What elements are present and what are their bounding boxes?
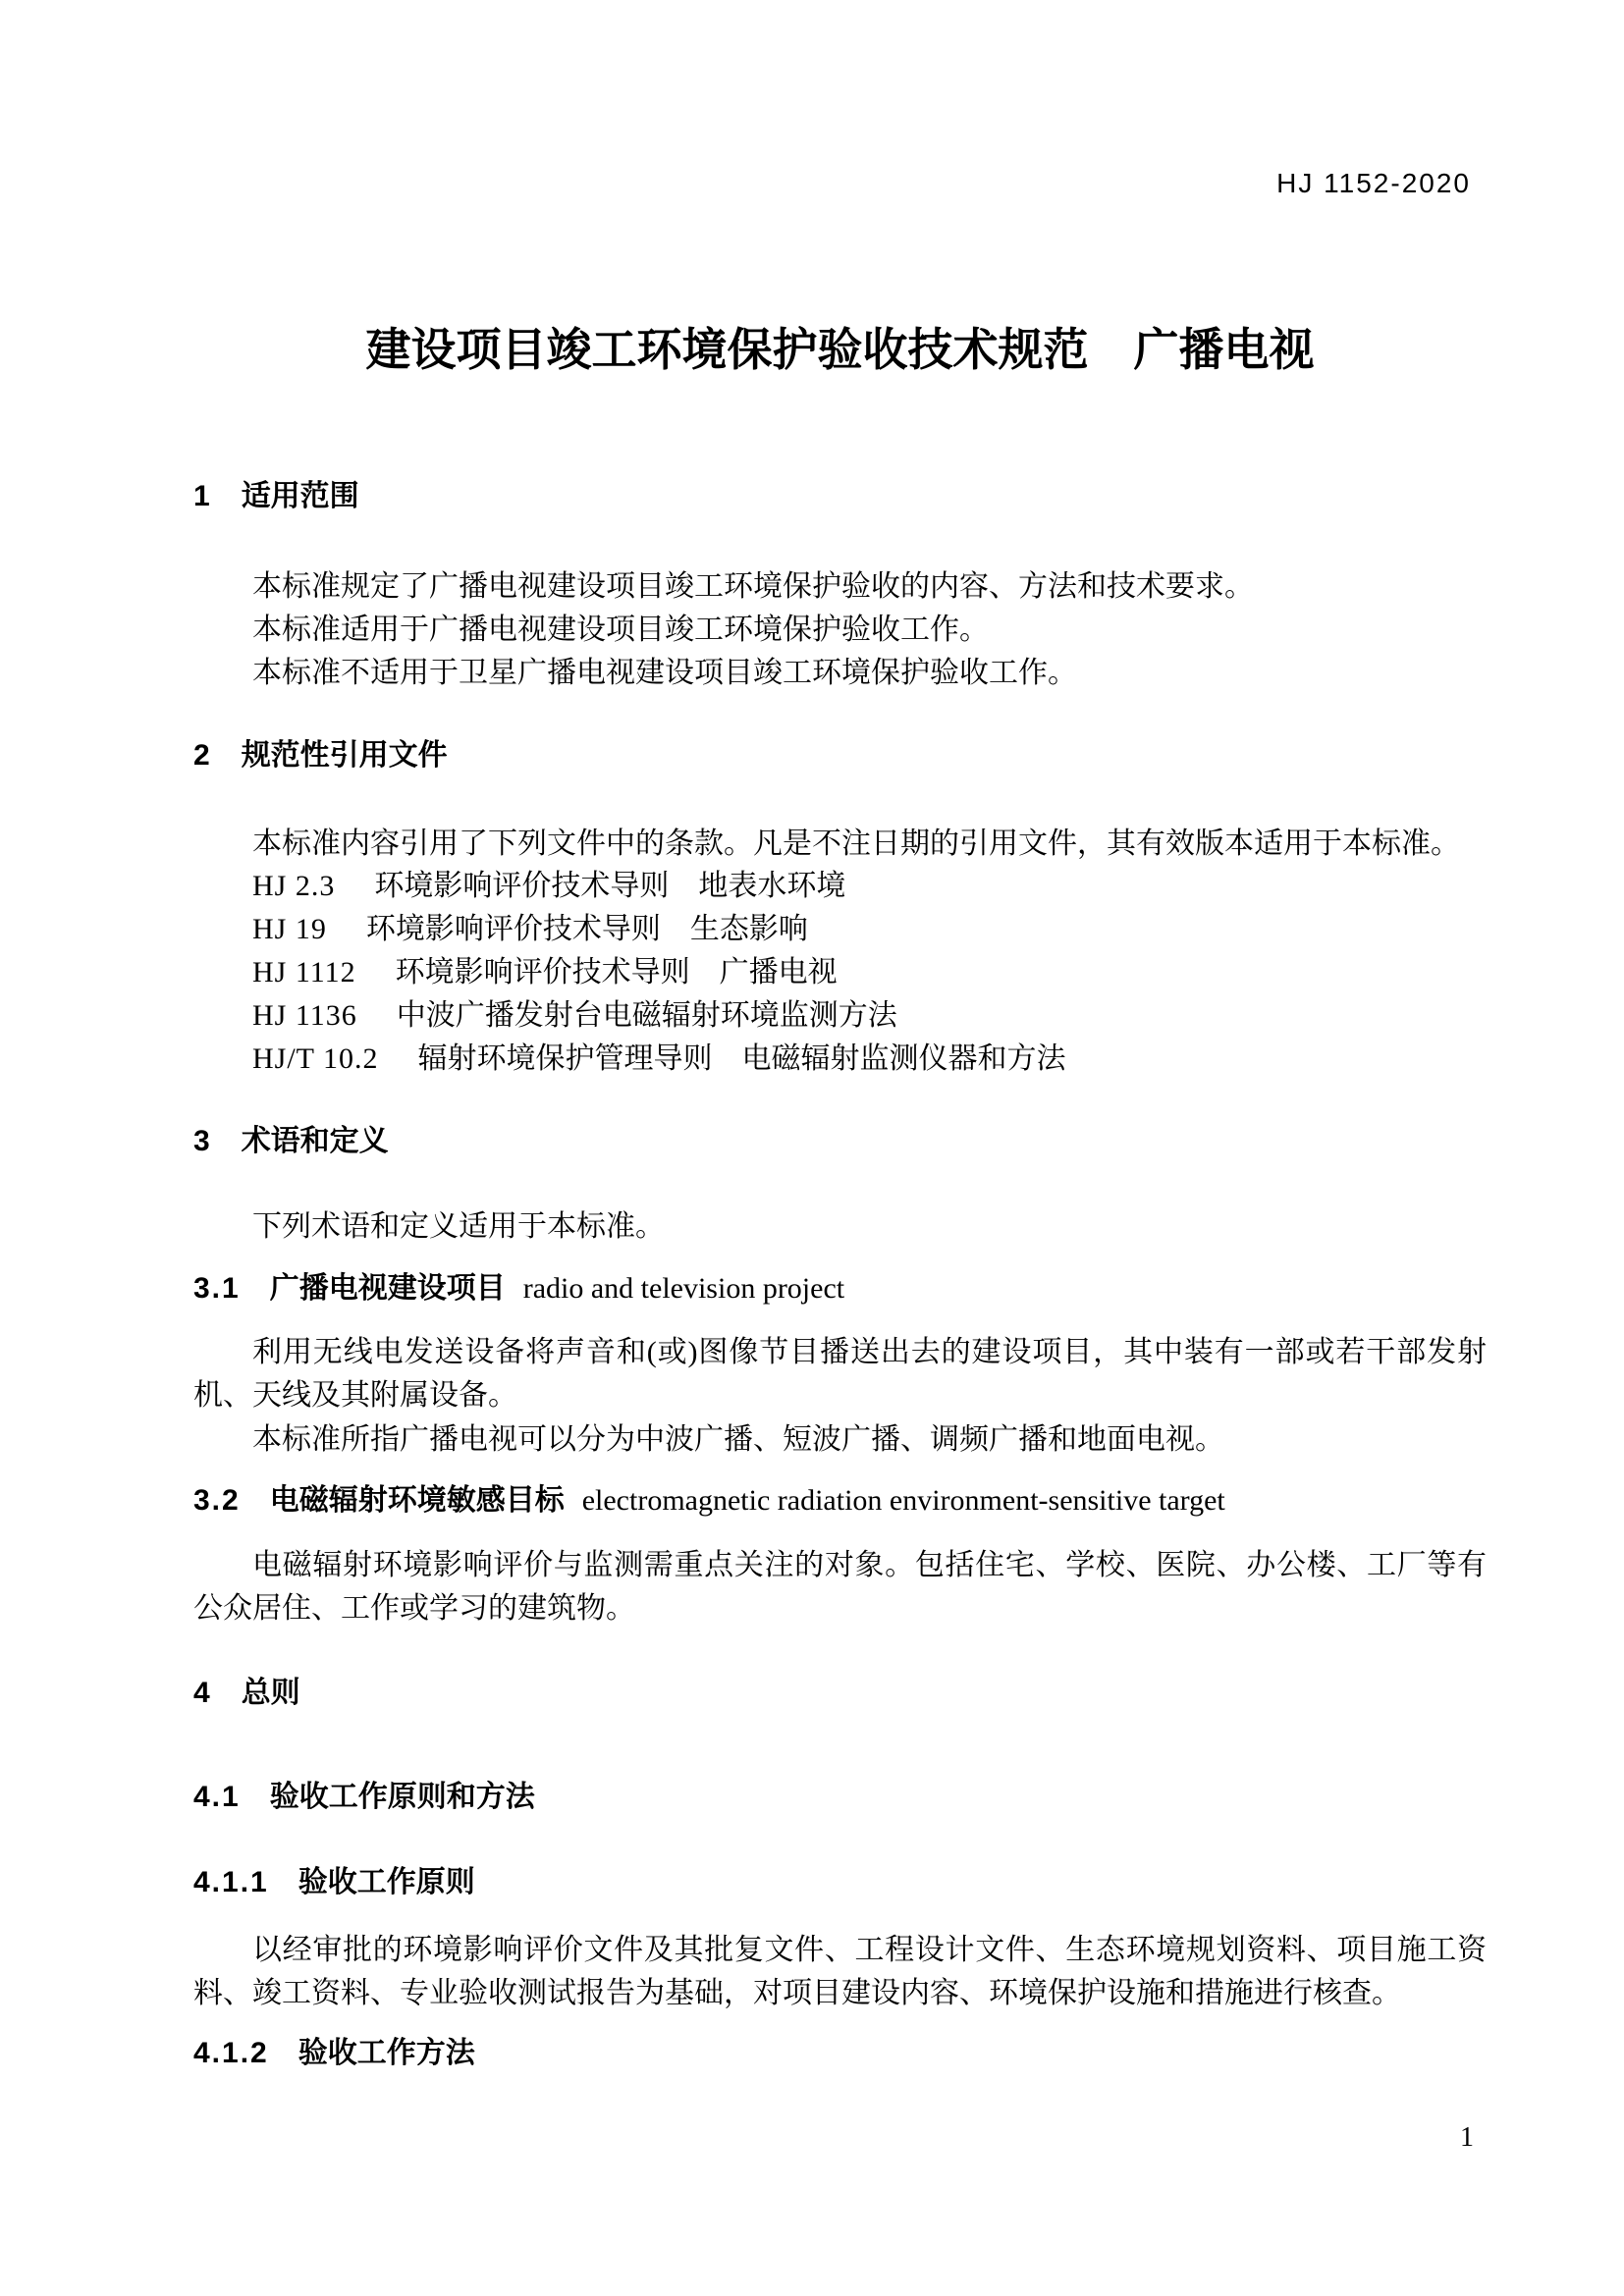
reference-item — [252, 1038, 1487, 1081]
section-number: 2 — [193, 739, 212, 772]
reference-item — [252, 951, 1487, 994]
section-title: 规范性引用文件 — [241, 739, 448, 772]
section-title: 总则 — [241, 1677, 300, 1709]
page-number: 1 — [1460, 2122, 1474, 2153]
section-title: 术语和定义 — [241, 1125, 389, 1157]
reference-name: 环境影响评价技术导则 地表水环境 — [374, 870, 846, 902]
section-number: 3 — [193, 1125, 212, 1157]
section-4-heading — [193, 1674, 1487, 1713]
section-4-1-1-heading — [193, 1863, 1487, 1902]
reference-code: HJ/T 10.2 — [252, 1042, 379, 1075]
section-title: 验收工作原则和方法 — [269, 1781, 535, 1813]
references-intro: 本标准内容引用了下列文件中的条款。凡是不注日期的引用文件，其有效版本适用于本标准。 — [252, 828, 1460, 860]
reference-code: HJ 19 — [252, 913, 327, 945]
scope-paragraph: 本标准适用于广播电视建设项目竣工环境保护验收工作。 — [252, 614, 989, 646]
term-name-cn: 广播电视建设项目 — [269, 1272, 506, 1305]
section-1-heading — [193, 477, 1487, 516]
standard-number-header: HJ 1152-2020 — [1276, 168, 1471, 198]
reference-code: HJ 2.3 — [252, 870, 336, 902]
reference-item — [252, 994, 1487, 1038]
reference-item — [252, 865, 1487, 908]
term-3-2-definition: 电磁辐射环境影响评价与监测需重点关注的对象。包括住宅、学校、医院、办公楼、工厂等有公众居住、工作或学习的建筑物。 — [193, 1549, 1487, 1625]
terms-intro: 下列术语和定义适用于本标准。 — [252, 1210, 665, 1243]
reference-name: 中波广播发射台电磁辐射环境监测方法 — [396, 999, 897, 1032]
reference-code: HJ 1136 — [252, 999, 357, 1032]
section-4-1-1-body: 以经审批的环境影响评价文件及其批复文件、工程设计文件、生态环境规划资料、项目施工资料、竣工资料、专业验收测试报告为基础，对项目建设内容、环境保护设施和措施进行核查。 — [193, 1934, 1487, 2009]
section-title: 验收工作原则 — [298, 1866, 475, 1898]
reference-name: 环境影响评价技术导则 生态影响 — [365, 913, 808, 945]
document-title: 建设项目竣工环境保护验收技术规范 广播电视 — [365, 324, 1315, 375]
term-3-1-note: 本标准所指广播电视可以分为中波广播、短波广播、调频广播和地面电视。 — [252, 1423, 1224, 1456]
scope-paragraph: 本标准规定了广播电视建设项目竣工环境保护验收的内容、方法和技术要求。 — [252, 570, 1254, 603]
section-title: 适用范围 — [241, 480, 359, 512]
term-number: 3.1 — [193, 1272, 241, 1305]
section-2-heading — [193, 736, 1487, 775]
section-number: 4.1.1 — [193, 1866, 269, 1898]
scope-paragraph: 本标准不适用于卫星广播电视建设项目竣工环境保护验收工作。 — [252, 657, 1077, 689]
reference-code: HJ 1112 — [252, 956, 356, 988]
term-name-en: electromagnetic radiation environment-sensitive target — [581, 1484, 1225, 1517]
section-title: 验收工作方法 — [298, 2037, 475, 2069]
section-number: 4.1 — [193, 1781, 241, 1813]
section-number: 4 — [193, 1677, 212, 1709]
section-4-1-2-heading — [193, 2034, 1487, 2073]
term-3-1-heading — [193, 1269, 1487, 1308]
term-3-2-heading — [193, 1481, 1487, 1521]
term-number: 3.2 — [193, 1484, 241, 1517]
section-4-1-heading — [193, 1778, 1487, 1817]
term-name-en: radio and television project — [522, 1272, 845, 1305]
term-3-1-definition: 利用无线电发送设备将声音和(或)图像节目播送出去的建设项目，其中装有一部或若干部发射机、天线及其附属设备。 — [193, 1336, 1487, 1412]
term-name-cn: 电磁辐射环境敏感目标 — [269, 1484, 565, 1517]
section-number: 1 — [193, 480, 212, 512]
reference-name: 环境影响评价技术导则 广播电视 — [395, 956, 838, 988]
section-number: 4.1.2 — [193, 2037, 269, 2069]
references-list — [193, 865, 1487, 1081]
section-3-heading — [193, 1122, 1487, 1161]
reference-name: 辐射环境保护管理导则 电磁辐射监测仪器和方法 — [417, 1042, 1066, 1075]
reference-item — [252, 908, 1487, 951]
